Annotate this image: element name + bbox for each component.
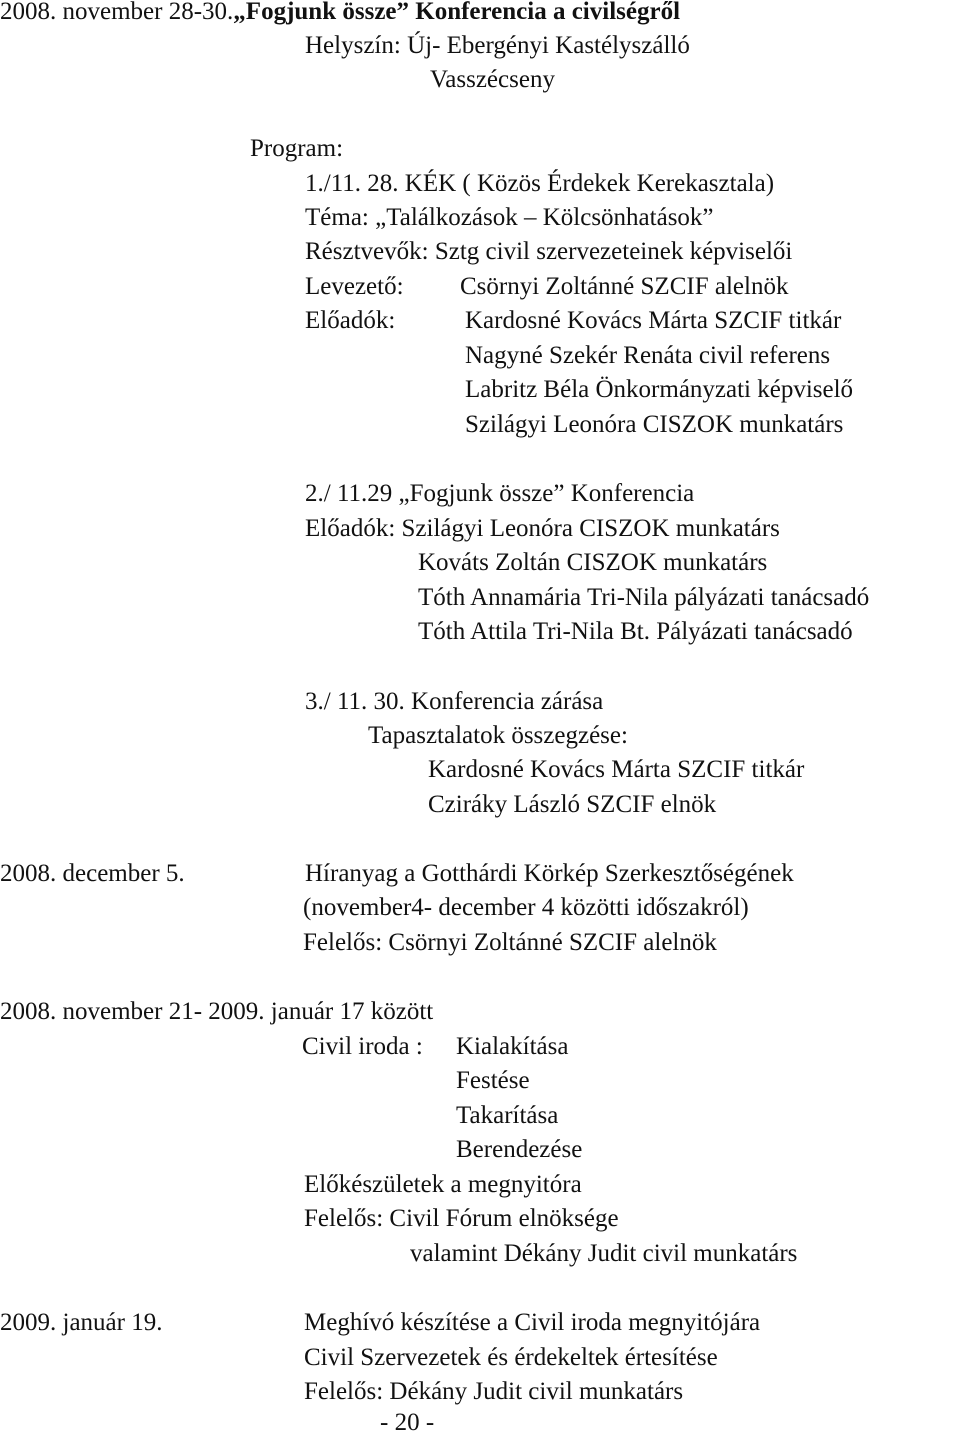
- entry-date-range: 2008. november 21- 2009. január 17 között: [0, 998, 434, 1025]
- office-responsible: Felelős: Civil Fórum elnöksége: [304, 1205, 619, 1232]
- program-label: Program:: [250, 135, 344, 162]
- program-item-1-title: 1./11. 28. KÉK ( Közös Érdekek Kerekasztala): [305, 170, 775, 197]
- moderator-value: Csörnyi Zoltánné SZCIF alelnök: [460, 273, 789, 300]
- office-task: Kialakítása: [456, 1033, 569, 1060]
- entry-line: Felelős: Dékány Judit civil munkatárs: [304, 1378, 684, 1405]
- speaker: Tóth Attila Tri-Nila Bt. Pályázati tanácsadó: [418, 618, 853, 645]
- header-line: [0, 0, 680, 27]
- moderator-label: Levezető:: [305, 273, 404, 300]
- event-date: 2008. november 28-30.: [0, 0, 234, 25]
- entry-line: Híranyag a Gotthárdi Körkép Szerkesztőségének: [305, 860, 794, 887]
- speaker: Kováts Zoltán CISZOK munkatárs: [418, 549, 768, 576]
- venue-line: Helyszín: Új- Ebergényi Kastélyszálló: [305, 32, 690, 59]
- office-label: Civil iroda :: [302, 1033, 423, 1060]
- speaker: Cziráky László SZCIF elnök: [428, 791, 717, 818]
- entry-date: 2008. december 5.: [0, 860, 185, 887]
- entry-line: (november4- december 4 közötti időszakról): [303, 894, 749, 921]
- office-task: Berendezése: [456, 1136, 583, 1163]
- speaker: Nagyné Szekér Renáta civil referens: [465, 342, 831, 369]
- page-number: - 20 -: [380, 1409, 435, 1436]
- entry-line: Felelős: Csörnyi Zoltánné SZCIF alelnök: [303, 929, 717, 956]
- speaker: Labritz Béla Önkormányzati képviselő: [465, 376, 854, 403]
- office-task: Festése: [456, 1067, 530, 1094]
- speaker: Tóth Annamária Tri-Nila pályázati tanácsadó: [418, 584, 870, 611]
- venue-town: Vasszécseny: [430, 66, 555, 93]
- entry-line: Civil Szervezetek és érdekeltek értesítése: [304, 1344, 718, 1371]
- speaker: Kardosné Kovács Márta SZCIF titkár: [465, 307, 842, 334]
- speaker: Szilágyi Leonóra CISZOK munkatárs: [465, 411, 844, 438]
- program-item-3-summary: Tapasztalatok összegzése:: [368, 722, 628, 749]
- event-title: „Fogjunk össze” Konferencia a civilségről: [233, 0, 681, 25]
- speaker: Kardosné Kovács Márta SZCIF titkár: [428, 756, 805, 783]
- office-task: Takarítása: [456, 1102, 559, 1129]
- entry-date: 2009. január 19.: [0, 1309, 163, 1336]
- office-responsible-also: valamint Dékány Judit civil munkatárs: [410, 1240, 798, 1267]
- entry-line: Meghívó készítése a Civil iroda megnyitójára: [304, 1309, 761, 1336]
- program-item-2-speakers: Előadók: Szilágyi Leonóra CISZOK munkatárs: [305, 515, 780, 542]
- program-item-3-title: 3./ 11. 30. Konferencia zárása: [305, 688, 604, 715]
- program-item-1-theme: Téma: „Találkozások – Kölcsönhatások”: [305, 204, 714, 231]
- speakers-label: Előadók:: [305, 307, 396, 334]
- office-prep: Előkészületek a megnyitóra: [304, 1171, 582, 1198]
- program-item-2-title: 2./ 11.29 „Fogjunk össze” Konferencia: [305, 480, 695, 507]
- program-item-1-participants: Résztvevők: Sztg civil szervezeteinek képviselői: [305, 238, 793, 265]
